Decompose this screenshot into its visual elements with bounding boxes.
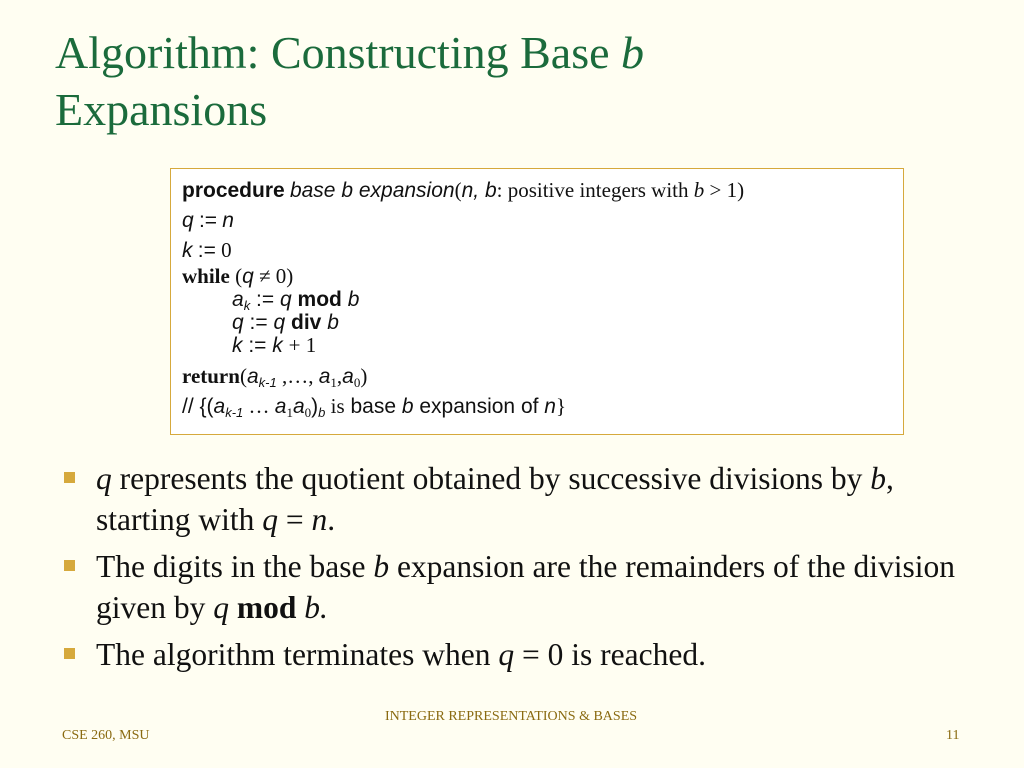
bullet-item-remainders bbox=[64, 546, 984, 628]
var-a: a bbox=[292, 395, 305, 418]
paren: ) bbox=[311, 395, 319, 418]
bullet-text: = 0 is reached. bbox=[514, 637, 706, 672]
paren: ) bbox=[360, 364, 368, 388]
slide-title bbox=[55, 24, 995, 138]
ellipsis: … bbox=[243, 394, 275, 418]
zero-value: 0 bbox=[221, 238, 232, 262]
bullet-item-quotient bbox=[64, 458, 984, 540]
var-q: q bbox=[262, 502, 278, 537]
var-a: a bbox=[246, 365, 259, 388]
assign-op: := bbox=[198, 209, 218, 232]
title-text-line2: Expansions bbox=[55, 84, 268, 135]
var-q: q bbox=[232, 311, 244, 334]
bullet-text: The digits in the base bbox=[96, 549, 374, 584]
algo-line-procedure bbox=[182, 175, 903, 205]
bullet-text: , starting with bbox=[96, 461, 894, 537]
algo-line-comment bbox=[182, 391, 903, 421]
comma: , bbox=[336, 364, 343, 388]
var-q: q bbox=[182, 209, 194, 232]
assign-op: := bbox=[256, 288, 275, 311]
var-q: q bbox=[242, 265, 254, 288]
keyword-mod: mod bbox=[236, 590, 297, 625]
comment-text: base bbox=[344, 395, 397, 418]
var-b: b bbox=[347, 288, 360, 311]
var-n: n bbox=[222, 209, 234, 232]
footer-page-number: 11 bbox=[946, 728, 960, 743]
var-q: q bbox=[279, 288, 292, 311]
keyword-while: while bbox=[182, 264, 230, 288]
bullet-list bbox=[64, 458, 984, 681]
var-b: b bbox=[693, 178, 705, 202]
var-k: k bbox=[232, 334, 243, 357]
var-q: q bbox=[273, 311, 286, 334]
var-k: k bbox=[272, 334, 283, 357]
procedure-name: base b expansion bbox=[289, 179, 455, 202]
assign-op: := bbox=[197, 239, 216, 262]
footer-topic: INTEGER REPRESENTATIONS & BASES bbox=[384, 709, 638, 724]
square-bullet-icon bbox=[64, 560, 75, 571]
square-bullet-icon bbox=[64, 648, 75, 659]
paren: ( bbox=[454, 178, 462, 202]
bullet-text: The algorithm terminates when bbox=[96, 637, 499, 672]
subscript: 1 bbox=[330, 375, 337, 390]
var-a: a bbox=[232, 288, 244, 311]
subscript-k: k bbox=[243, 298, 251, 313]
comment-text: expansion of bbox=[413, 395, 539, 418]
bullet-text: expansion are the remainders of the division given by bbox=[96, 549, 956, 625]
paren: ( bbox=[235, 264, 243, 288]
var-q: q bbox=[96, 461, 112, 496]
var-a: a bbox=[274, 395, 287, 418]
var-q: q bbox=[213, 590, 229, 625]
algo-line-div bbox=[182, 311, 903, 334]
var-b: b bbox=[327, 311, 339, 334]
algo-line-while bbox=[182, 265, 903, 288]
paren: ( bbox=[239, 364, 247, 388]
subscript: k-1 bbox=[225, 405, 244, 420]
comment-prefix: // {( bbox=[182, 395, 214, 418]
subscript: 1 bbox=[286, 405, 293, 420]
brace: } bbox=[555, 394, 567, 418]
var-b: b bbox=[304, 590, 320, 625]
var-b: b bbox=[870, 461, 886, 496]
footer-course: CSE 260, MSU bbox=[62, 728, 150, 743]
bullet-text: represents the quotient obtained by successive divisions by bbox=[111, 461, 871, 496]
square-bullet-icon bbox=[64, 472, 75, 483]
params: n, b bbox=[461, 179, 497, 202]
comment-is: is bbox=[325, 394, 345, 418]
condition: > 1) bbox=[709, 178, 745, 202]
assign-op: := bbox=[248, 334, 267, 357]
algo-line-increment bbox=[182, 334, 903, 357]
plus-one: + 1 bbox=[288, 333, 317, 357]
var-n: n bbox=[311, 502, 328, 537]
var-a: a bbox=[318, 365, 331, 388]
var-a: a bbox=[213, 395, 226, 418]
param-description: : positive integers with bbox=[496, 178, 689, 202]
algorithm-box bbox=[170, 168, 904, 435]
period: . bbox=[320, 590, 328, 625]
keyword-return: return bbox=[182, 364, 240, 388]
bullet-item-termination bbox=[64, 634, 984, 675]
assign-op: := bbox=[249, 311, 268, 334]
algo-line-k-assign bbox=[182, 235, 903, 265]
title-variable-b: b bbox=[621, 27, 645, 78]
title-text: Algorithm: Constructing Base bbox=[55, 27, 610, 78]
var-n: n bbox=[538, 395, 556, 418]
ellipsis: ,…, bbox=[276, 364, 319, 388]
period: . bbox=[327, 502, 336, 537]
var-b: b bbox=[373, 549, 390, 584]
neq-zero: ≠ 0) bbox=[259, 264, 294, 288]
subscript: 0 bbox=[353, 375, 361, 390]
keyword-div: div bbox=[291, 311, 322, 334]
algo-line-mod bbox=[182, 288, 903, 311]
equals: = bbox=[278, 502, 312, 537]
keyword-mod: mod bbox=[297, 288, 342, 311]
subscript-b: b bbox=[318, 405, 326, 420]
keyword-procedure: procedure bbox=[182, 179, 285, 202]
var-q: q bbox=[498, 637, 515, 672]
subscript: k-1 bbox=[258, 375, 277, 390]
var-k: k bbox=[182, 239, 193, 262]
var-b: b bbox=[396, 395, 414, 418]
algo-line-q-assign bbox=[182, 205, 903, 235]
algo-line-return bbox=[182, 361, 903, 391]
var-a: a bbox=[342, 365, 354, 388]
subscript: 0 bbox=[304, 405, 312, 420]
